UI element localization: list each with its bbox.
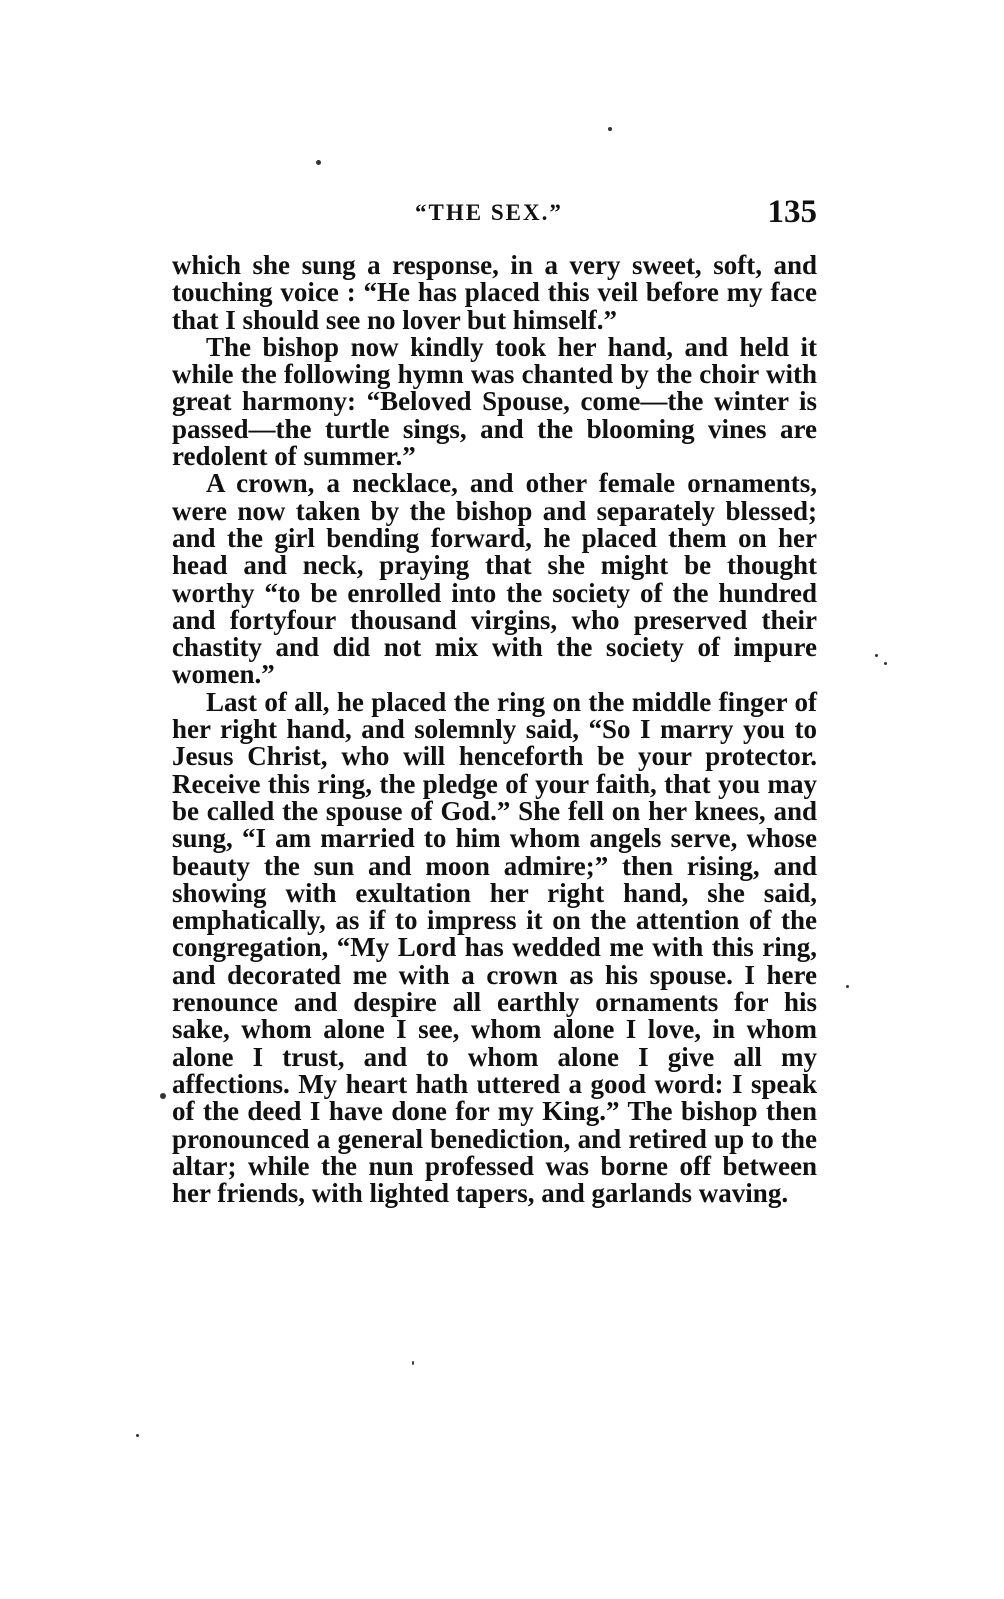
print-speck [608,127,612,131]
print-speck [875,654,878,657]
paragraph-continued: which she sung a response, in a very sweet, soft, and touching voice : “He has placed this veil before my face that I should see no lover but himself.” [172,250,817,335]
body-text [172,252,817,1207]
print-speck [884,662,887,665]
page-number: 135 [767,194,817,230]
paragraph: The bishop now kindly took her hand, and held it while the following hymn was chanted by the choir with great harmony: “Beloved Spouse, come—the winter is passed—the turtle sings, and the blooming vines are redolent of summer.” [172,331,817,472]
print-speck [160,1093,166,1099]
print-speck [136,1434,139,1437]
print-speck [846,985,849,988]
print-speck [412,1361,414,1365]
paragraph: A crown, a necklace, and other female ornaments, were now taken by the bishop and separately blessed; and the girl bending forward, he placed them on her head and neck, praying that she might be thought worthy “to be enrolled into the society of the hundred and fortyfour thousand virgins, who preserved their chastity and did not mix with the society of impure women.” [172,468,817,690]
print-speck [316,160,321,165]
running-head: “THE SEX.” [415,200,563,225]
page-header [172,194,817,238]
paragraph: Last of all, he placed the ring on the middle finger of her right hand, and solemnly said, “So I marry you to Jesus Christ, who will henceforth be your protector. Receive this ring, the pledge of your faith, that you may be called the spouse of God.” She fell on her knees, and sung, “I am married to him whom angels serve, whose beauty the sun and moon admire;” then rising, and showing with exultation her right hand, she said, emphatically, as if to impress it on the attention of the congregation, “My Lord has wedded me with this ring, and decorated me with a crown as his spouse. I here renounce and despire all earthly ornaments for his sake, whom alone I see, whom alone I love, in whom alone I trust, and to whom alone I give all my affections. My heart hath uttered a good word: I speak of the deed I have done for my King.” The bishop then pronounced a general benediction, and retired up to the altar; while the nun professed was borne off between her friends, with lighted tapers, and garlands waving. [172,686,817,1209]
